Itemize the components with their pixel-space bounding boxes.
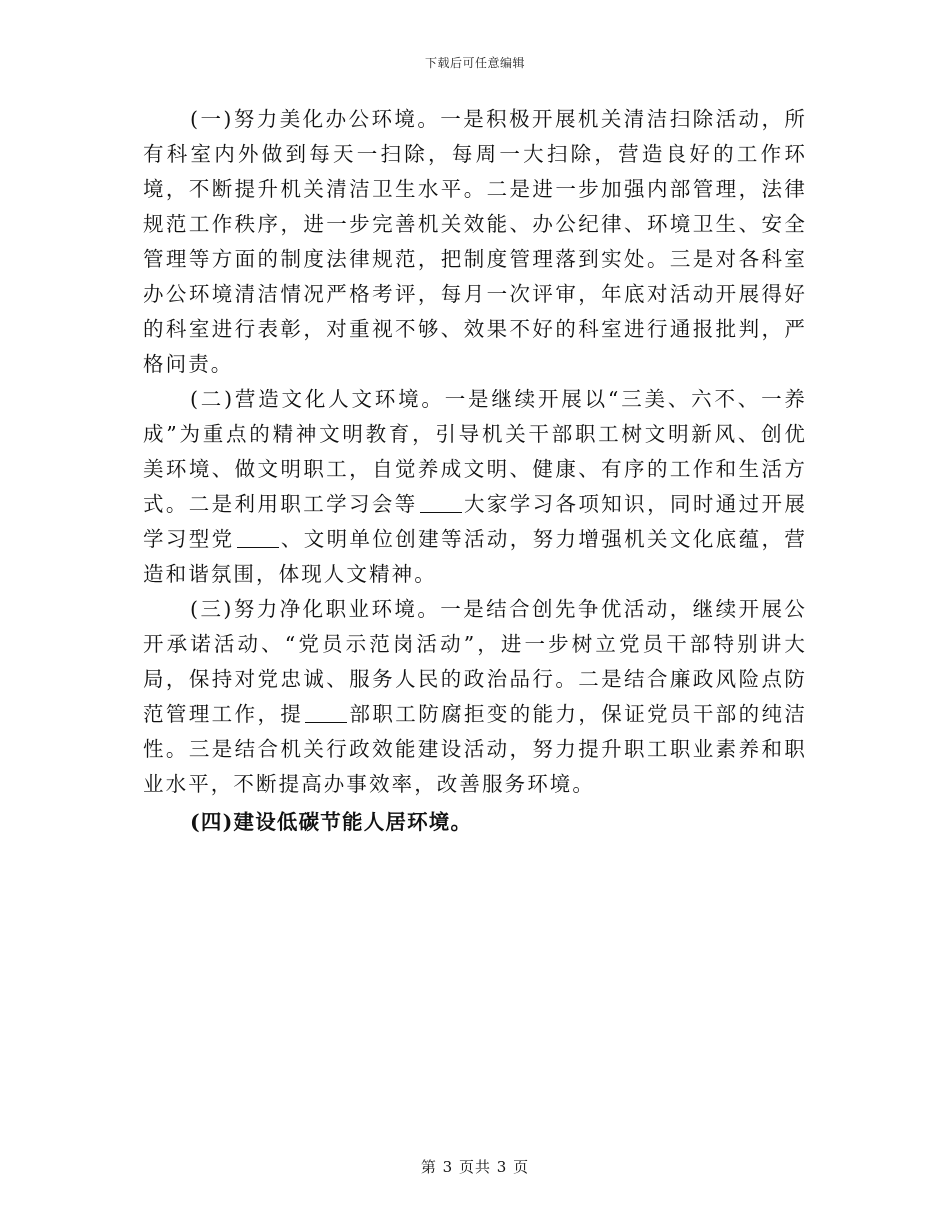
fill-in-blank — [237, 527, 279, 549]
fill-in-blank — [420, 492, 462, 514]
page-number-footer: 第 3 页共 3 页 — [420, 1158, 530, 1176]
paragraph-text-segment: 大家学习各项知识，同时通过开展学习型党 — [143, 492, 808, 551]
document-body — [143, 102, 807, 840]
paragraph-text-segment: (三)努力净化职业环境。一是结合创先争优活动，继续开展公开承诺活动、“党员示范岗活动”，进一步树立党员干部特别讲大局，保持对党忠诚、服务人民的政治品行。二是结合廉政风险点防范管理工作，提 — [143, 597, 807, 726]
page-header-note: 下载后可任意编辑 — [424, 56, 525, 70]
fill-in-blank — [305, 702, 347, 724]
paragraph-cultural-environment — [143, 382, 807, 592]
paragraph-professional-environment — [143, 592, 807, 802]
paragraph-text-segment: (二)营造文化人文环境。一是继续开展以“三美、六不、一养成”为重点的精神文明教育，引导机关干部职工树文明新风、创优美环境、做文明职工，自觉养成文明、健康、有序的工作和生活方式。二是利用职工学习会等 — [143, 387, 807, 516]
section-heading-low-carbon: (四)建设低碳节能人居环境。 — [190, 810, 473, 834]
paragraph-office-environment: (一)努力美化办公环境。一是积极开展机关清洁扫除活动，所有科室内外做到每天一扫除，每周一大扫除，营造良好的工作环境，不断提升机关清洁卫生水平。二是进一步加强内部管理，法律规范工作秩序，进一步完善机关效能、办公纪律、环境卫生、安全管理等方面的制度法律规范，把制度管理落到实处。三是对各科室办公环境清洁情况严格考评，每月一次评审，年底对活动开展得好的科室进行表彰，对重视不够、效果不好的科室进行通报批判，严格问责。 — [143, 107, 807, 376]
paragraph-text-segment: 部职工防腐拒变的能力，保证党员干部的纯洁性。三是结合机关行政效能建设活动，努力提升职工职业素养和职业水平，不断提高办事效率，改善服务环境。 — [143, 702, 808, 796]
paragraph-text-segment: 、文明单位创建等活动，努力增强机关文化底蕴，营造和谐氛围，体现人文精神。 — [143, 527, 807, 586]
